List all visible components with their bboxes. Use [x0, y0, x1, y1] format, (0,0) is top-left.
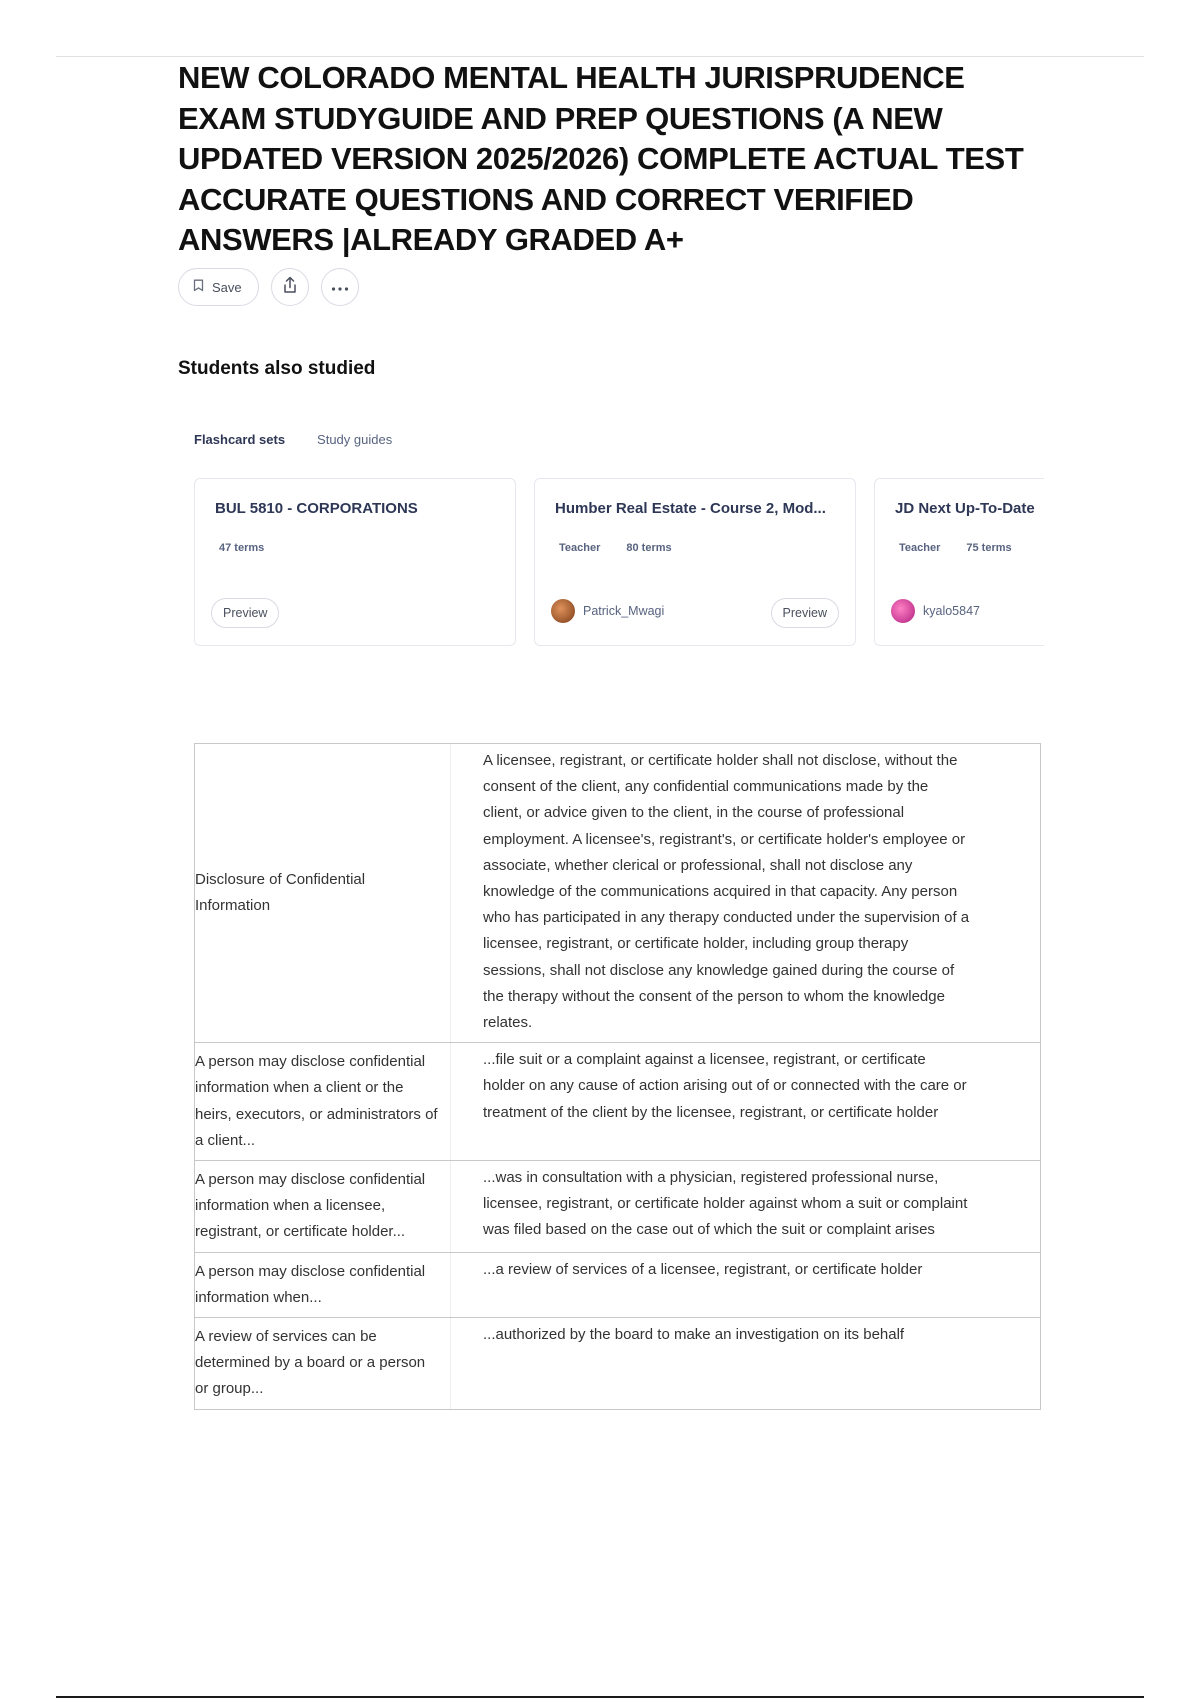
table-row: [195, 1252, 1040, 1317]
card-title[interactable]: JD Next Up-To-Date: [895, 500, 1035, 517]
share-icon: [282, 276, 298, 299]
card-meta: [219, 542, 264, 554]
card-term-count: 47 terms: [219, 542, 265, 554]
bookmark-icon: [193, 279, 204, 295]
table-row: [195, 1160, 1040, 1252]
card-author[interactable]: [891, 599, 980, 623]
tab-flashcard-sets[interactable]: Flashcard sets: [194, 432, 286, 447]
definition-cell: ...authorized by the board to make an investigation on its behalf: [483, 1326, 905, 1344]
related-cards-carousel: [194, 478, 1044, 648]
definition-cell: ...a review of services of a licensee, registrant, or certificate holder: [483, 1260, 923, 1278]
term-cell: A review of services can be determined by a board or a person or group...: [195, 1318, 451, 1409]
card-title[interactable]: Humber Real Estate - Course 2, Mod...: [555, 500, 826, 517]
term-cell: Disclosure of Confidential Information: [195, 744, 451, 1042]
related-tabs: [194, 432, 392, 447]
study-set-card[interactable]: [194, 478, 516, 646]
term-cell: A person may disclose confidential information when...: [195, 1253, 451, 1317]
preview-button[interactable]: Preview: [211, 598, 279, 628]
term-cell: A person may disclose confidential information when a licensee, registrant, or certificate holder...: [195, 1161, 451, 1252]
study-set-card[interactable]: [874, 478, 1044, 646]
top-divider: [56, 56, 1144, 57]
page-title: NEW COLORADO MENTAL HEALTH JURISPRUDENCE EXAM STUDYGUIDE AND PREP QUESTIONS (A NEW UPDATED VERSION 2025/2026) COMPLETE ACTUAL TEST ACCURATE QUESTIONS AND CORRECT VERIFIED ANSWERS |ALREADY GRADED A+: [178, 60, 1024, 257]
share-button[interactable]: [271, 268, 309, 306]
preview-button[interactable]: Preview: [771, 598, 839, 628]
card-meta: [559, 542, 672, 554]
card-role-badge: Teacher: [899, 542, 941, 554]
definition-cell: ...file suit or a complaint against a licensee, registrant, or certificate holder on any cause of action arising out of or connected with the care or treatment of the client by the licensee, registrant, or certificate holder: [483, 1051, 967, 1121]
card-term-count: 75 terms: [966, 542, 1012, 554]
author-name: Patrick_Mwagi: [583, 604, 665, 618]
card-role-badge: Teacher: [559, 542, 601, 554]
term-cell: A person may disclose confidential information when a client or the heirs, executors, or administrators of a client...: [195, 1043, 451, 1160]
card-title[interactable]: BUL 5810 - CORPORATIONS: [215, 500, 418, 517]
definition-cell: ...was in consultation with a physician, registered professional nurse, licensee, registrant, or certificate holder against whom a suit or complaint was filed based on the case out of which the suit or complaint arises: [483, 1169, 968, 1239]
card-term-count: 80 terms: [626, 542, 672, 554]
author-name: kyalo5847: [923, 604, 980, 618]
table-row: [195, 744, 1040, 1042]
table-row: [195, 1317, 1040, 1409]
save-label: Save: [212, 279, 242, 295]
card-author[interactable]: [551, 599, 664, 623]
bottom-divider: [56, 1696, 1144, 1698]
card-meta: [899, 542, 1012, 554]
definition-cell: A licensee, registrant, or certificate holder shall not disclose, without the consent of the client, any confidential communications made by the client, or advice given to the client, in the course of professional employment. A licensee's, registrant's, or certificate holder's employee or associate, whether clerical or professional, shall not disclose any knowledge of the communications acquired in that capacity. Any person who has participated in any therapy conducted under the supervision of a licensee, registrant, or certificate holder, including group therapy sessions, shall not disclose any knowledge gained during the course of the therapy without the consent of the person to whom the knowledge relates.: [483, 752, 970, 1032]
tab-study-guides[interactable]: Study guides: [317, 432, 393, 447]
table-row: [195, 1042, 1040, 1160]
section-heading: Students also studied: [178, 358, 376, 379]
study-set-card[interactable]: [534, 478, 856, 646]
more-options-button[interactable]: [321, 268, 359, 306]
more-icon: [331, 278, 349, 296]
avatar: [551, 599, 575, 623]
action-bar: [178, 268, 359, 306]
term-definition-table: [194, 743, 1041, 1410]
avatar: [891, 599, 915, 623]
save-button[interactable]: [178, 268, 259, 306]
